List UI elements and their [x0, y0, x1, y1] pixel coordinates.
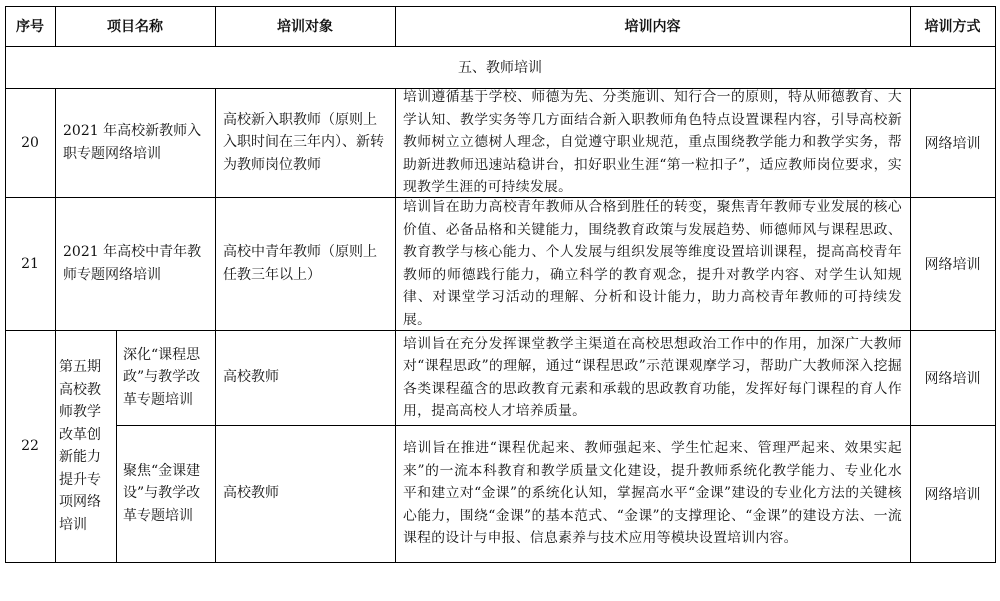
grid-line [116, 425, 995, 426]
grid-line [5, 88, 995, 89]
header-target: 培训对象 [277, 19, 333, 35]
row-22-sub2-name: 聚焦“金课建设”与教学改革专题培训 [123, 462, 201, 524]
row-21-seq: 21 [21, 255, 39, 272]
row-21-method: 网络培训 [924, 256, 981, 273]
grid-line [5, 197, 995, 198]
row-22-group-name: 第五期高校教师教学改革创新能力提升专项网络培训 [59, 359, 101, 533]
row-20-name: 2021 年高校新教师入职专题网络培训 [63, 123, 202, 162]
grid-line [116, 330, 117, 563]
header-name: 项目名称 [107, 19, 163, 35]
row-21-content: 培训旨在助力高校青年教师从合格到胜任的转变，聚焦青年教师专业发展的核心价值、必备品格和关键能力，围绕教育政策与发展趋势、师德师风与课程思政、教育教学与核心能力、个人发展与组织发展等维度设置培训课程，提高高校青年教师的师德践行能力，确立科学的教育观念，提升对教学内容、对学生认知规律、对课堂学习活动的理解、分析和设计能力，助力高校青年教师的可持续发展。 [403, 199, 902, 328]
header-method: 培训方式 [924, 19, 981, 35]
grid-line [5, 330, 995, 331]
grid-line [910, 88, 911, 563]
row-22-sub1-method: 网络培训 [924, 370, 981, 387]
row-21-target: 高校中青年教师（原则上任教三年以上） [223, 244, 377, 283]
row-20-method: 网络培训 [924, 135, 981, 152]
grid-line [395, 6, 396, 46]
grid-line [5, 6, 995, 7]
row-22-sub2-content: 培训旨在推进“课程优起来、教师强起来、学生忙起来、管理严起来、效果实起来”的一流本科教育和教学质量文化建设，提升教师系统化教学能力、专业化水平和建立对“金课”的系统化认知，掌握高水平“金课”建设的专业化方法的关键核心能力，围绕“金课”的基本范式、“金课”的支撑理论、“金课”的建设方法、一流课程的设计与申报、信息素养与技术应用等模块设置培训内容。 [403, 440, 902, 547]
grid-line [55, 88, 56, 563]
row-22-seq: 22 [21, 438, 39, 454]
header-content: 培训内容 [624, 19, 681, 35]
grid-line [910, 6, 911, 46]
grid-line [395, 88, 396, 563]
grid-line [5, 562, 995, 563]
row-22-sub1-content: 培训旨在充分发挥课堂教学主渠道在高校思想政治工作中的作用，加深广大教师对“课程思政”的理解，通过“课程思政”示范课观摩学习，帮助广大教师深入挖掘各类课程蕴含的思政教育元素和承载的思政教育功能，发挥好每门课程的育人作用，提高高校人才培养质量。 [403, 335, 902, 419]
grid-line [5, 46, 995, 47]
row-20-content: 培训遵循基于学校、师德为先、分类施训、知行合一的原则，特从师德教育、大学认知、教学实务等几方面结合新入职教师角色特点设置课程内容，引导高校新教师树立立德树人理念，自觉遵守职业规范，重点围绕教学能力和教学实务，帮助新进教师迅速站稳讲台，扣好职业生涯“第一粒扣子”，适应教师岗位要求，实现教学生涯的可持续发展。 [403, 89, 902, 196]
row-21-name: 2021 年高校中青年教师专题网络培训 [63, 244, 202, 283]
row-20-seq: 20 [21, 134, 39, 151]
row-22-sub2-target: 高校教师 [223, 485, 279, 502]
grid-line [215, 88, 216, 563]
row-22-sub1-target: 高校教师 [223, 369, 279, 386]
grid-line [995, 6, 996, 563]
grid-line [215, 6, 216, 46]
row-20-target: 高校新入职教师（原则上入职时间在三年内）、新转为教师岗位教师 [223, 111, 384, 173]
header-seq: 序号 [16, 19, 44, 35]
grid-line [5, 6, 6, 563]
grid-line [55, 6, 56, 46]
section-title: 五、教师培训 [458, 60, 542, 76]
row-22-sub2-method: 网络培训 [924, 486, 981, 503]
row-22-sub1-name: 深化“课程思政”与教学改革专题培训 [123, 346, 201, 408]
